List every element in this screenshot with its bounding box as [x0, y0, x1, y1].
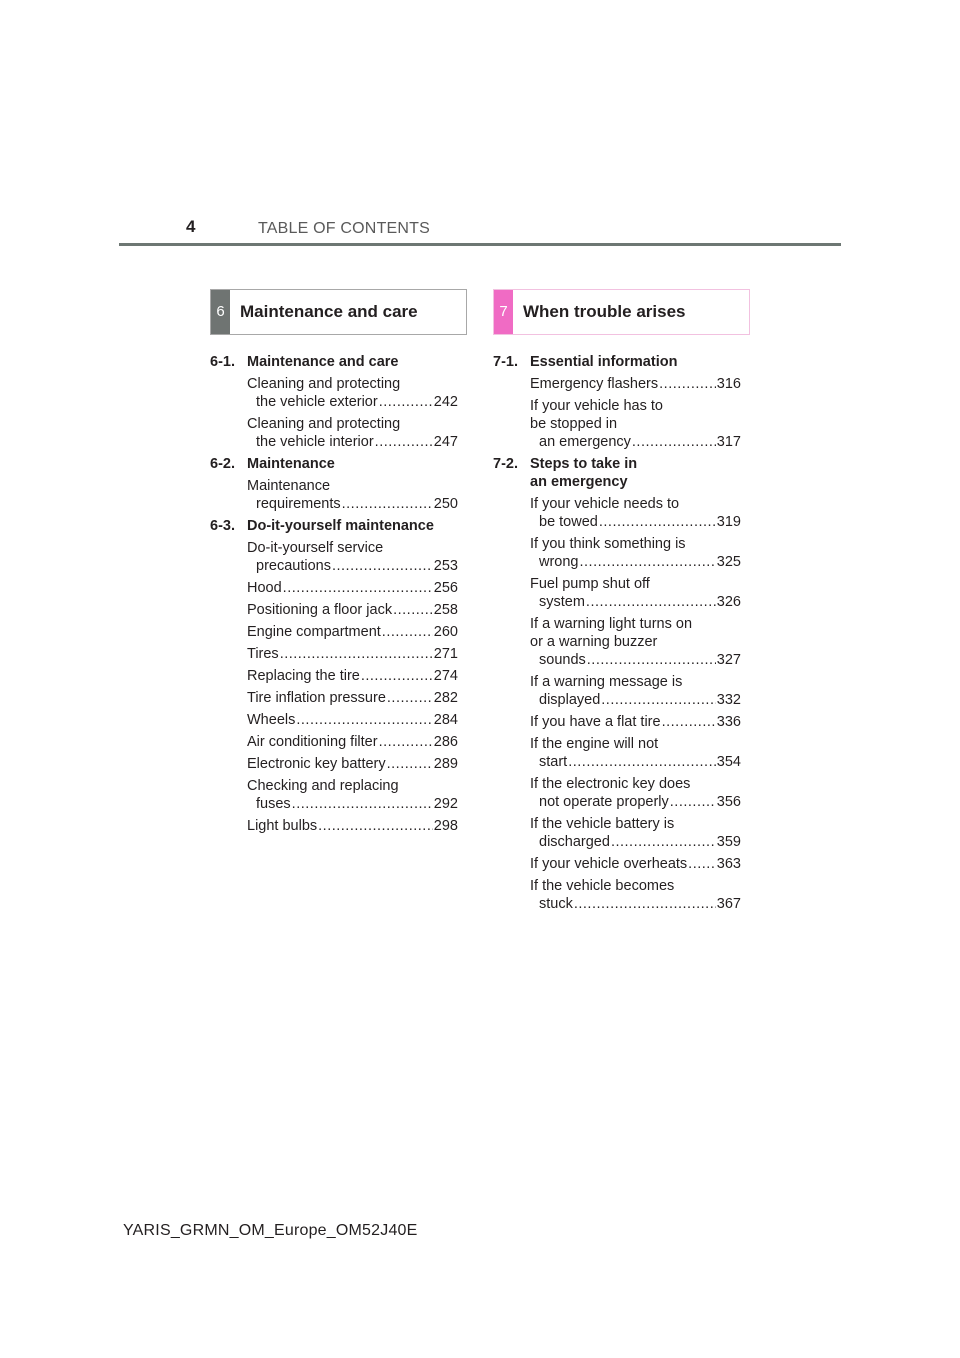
entry-page-number: 286 — [433, 734, 458, 750]
chapter-title: Maintenance — [247, 456, 335, 472]
toc-entry-link[interactable] — [530, 374, 741, 396]
entry-leader-row — [530, 375, 741, 393]
dot-leader — [379, 393, 433, 411]
entry-title-line: be towed — [539, 514, 598, 530]
entry-page-number: 326 — [716, 594, 741, 610]
entry-title-line: If your vehicle overheats — [530, 856, 688, 872]
chapter-number: 7-1. — [493, 354, 518, 370]
dot-leader — [375, 433, 433, 451]
section-title: Maintenance and care — [240, 302, 418, 321]
toc-entry-link[interactable] — [530, 534, 741, 574]
toc-entry-link[interactable] — [530, 614, 741, 672]
entry-title-line: be stopped in — [530, 416, 618, 432]
entry-leader-row — [247, 623, 458, 641]
entry-title-line: fuses — [256, 796, 291, 812]
page-title: TABLE OF CONTENTS — [258, 220, 431, 237]
entry-title-line: discharged — [539, 834, 610, 850]
section-header-6[interactable] — [210, 289, 467, 335]
entry-title-line: Light bulbs — [247, 818, 318, 834]
toc-entry-link[interactable] — [530, 814, 741, 854]
chapter-number: 6-1. — [210, 354, 235, 370]
entry-page-number: 332 — [716, 692, 741, 708]
entry-title-line: If your vehicle needs to — [530, 496, 680, 512]
entry-leader-row — [530, 513, 741, 531]
chapter-title: Maintenance and care — [247, 354, 399, 370]
entry-page-number: 253 — [433, 558, 458, 574]
dot-leader — [318, 817, 433, 835]
dot-leader — [586, 593, 716, 611]
entry-title-line: wrong — [539, 554, 579, 570]
entry-leader-row — [247, 645, 458, 663]
entry-title-line: Maintenance — [247, 478, 331, 494]
entry-page-number: 319 — [716, 514, 741, 530]
entry-title-line: If you have a flat tire — [530, 714, 661, 730]
header-divider — [119, 243, 841, 246]
entry-page-number: 256 — [433, 580, 458, 596]
dot-leader — [688, 855, 716, 873]
chapter-title: Essential information — [530, 354, 678, 370]
toc-entry-link[interactable] — [530, 712, 741, 734]
entry-title-line: Electronic key battery — [247, 756, 386, 772]
dot-leader — [283, 579, 433, 597]
chapter-title-line: Steps to take in — [530, 456, 638, 472]
dot-leader — [292, 795, 433, 813]
section-number-tab: 7 — [494, 290, 513, 334]
dot-leader — [670, 793, 716, 811]
entry-title-line: requirements — [256, 496, 341, 512]
entry-leader-row — [247, 733, 458, 751]
dot-leader — [580, 553, 716, 571]
toc-entry-link[interactable] — [247, 776, 458, 816]
entry-page-number: 356 — [716, 794, 741, 810]
entry-page-number: 316 — [716, 376, 741, 392]
entry-title-line: If you think something is — [530, 536, 686, 552]
entry-title-line: If the electronic key does — [530, 776, 691, 792]
entry-page-number: 367 — [716, 896, 741, 912]
chapter-heading[interactable] — [493, 454, 741, 494]
entry-title-line: Air conditioning filter — [247, 734, 378, 750]
entry-page-number: 327 — [716, 652, 741, 668]
toc-entry-link[interactable] — [247, 816, 458, 838]
entry-page-number: 325 — [716, 554, 741, 570]
entry-leader-row — [247, 601, 458, 619]
chapter-number: 6-3. — [210, 518, 235, 534]
entry-page-number: 363 — [716, 856, 741, 872]
toc-entry-link[interactable] — [530, 396, 741, 454]
entry-leader-row — [247, 755, 458, 773]
toc-entry-link[interactable] — [530, 854, 741, 876]
entry-title-line: the vehicle exterior — [256, 394, 378, 410]
entry-page-number: 242 — [433, 394, 458, 410]
entry-leader-row — [247, 433, 458, 451]
entry-title-line: If the vehicle becomes — [530, 878, 675, 894]
section-header-7[interactable] — [493, 289, 750, 335]
toc-entry-link[interactable] — [247, 414, 458, 454]
entry-leader-row — [530, 793, 741, 811]
dot-leader — [601, 691, 716, 709]
entry-title-line: precautions — [256, 558, 331, 574]
entry-title-line: Wheels — [247, 712, 296, 728]
entry-leader-row — [530, 593, 741, 611]
entry-page-number: 292 — [433, 796, 458, 812]
toc-entry-link[interactable] — [247, 622, 458, 644]
dot-leader — [632, 433, 716, 451]
entry-title-line: an emergency — [539, 434, 631, 450]
entry-title-line: Cleaning and protecting — [247, 416, 401, 432]
entry-title-line: or a warning buzzer — [530, 634, 658, 650]
section-title: When trouble arises — [523, 302, 686, 321]
entry-leader-row — [530, 895, 741, 913]
toc-entry-link[interactable] — [247, 476, 458, 516]
toc-entry-link[interactable] — [530, 774, 741, 814]
entry-title-line: sounds — [539, 652, 586, 668]
dot-leader — [332, 557, 433, 575]
entry-title-line: start — [539, 754, 568, 770]
toc-entry-link[interactable] — [247, 538, 458, 578]
entry-leader-row — [530, 651, 741, 669]
entry-title-line: If the vehicle battery is — [530, 816, 675, 832]
entry-leader-row — [247, 557, 458, 575]
entry-title-line: Do-it-yourself service — [247, 540, 384, 556]
dot-leader — [387, 689, 433, 707]
toc-entry-link[interactable] — [247, 732, 458, 754]
entry-title-line: If a warning message is — [530, 674, 683, 690]
entry-title-line: not operate properly — [539, 794, 669, 810]
toc-entry-link[interactable] — [530, 876, 741, 916]
toc-entry-link[interactable] — [530, 734, 741, 774]
entry-leader-row — [530, 433, 741, 451]
entry-page-number: 317 — [716, 434, 741, 450]
toc-entry-link[interactable] — [530, 494, 741, 534]
entry-page-number: 274 — [433, 668, 458, 684]
toc-entry-link[interactable] — [247, 578, 458, 600]
entry-page-number: 289 — [433, 756, 458, 772]
toc-entry-link[interactable] — [247, 644, 458, 666]
entry-leader-row — [530, 553, 741, 571]
section-number-tab: 6 — [211, 290, 230, 334]
entry-page-number: 284 — [433, 712, 458, 728]
entry-title-line: Tires — [247, 646, 279, 662]
entry-title-line: If a warning light turns on — [530, 616, 693, 632]
toc-entry-link[interactable] — [530, 574, 741, 614]
toc-entry-link[interactable] — [247, 666, 458, 688]
dot-leader — [382, 623, 433, 641]
dot-leader — [361, 667, 433, 685]
dot-leader — [387, 755, 433, 773]
document-code-footer: YARIS_GRMN_OM_Europe_OM52J40E — [123, 1222, 418, 1239]
entry-page-number: 298 — [433, 818, 458, 834]
toc-entry-link[interactable] — [247, 754, 458, 776]
dot-leader — [342, 495, 433, 513]
entry-title-line: If the engine will not — [530, 736, 659, 752]
chapter-title: Do-it-yourself maintenance — [247, 518, 434, 534]
toc-entry-link[interactable] — [247, 600, 458, 622]
dot-leader — [587, 651, 716, 669]
entry-title-line: If your vehicle has to — [530, 398, 663, 414]
toc-column-section-7 — [493, 352, 741, 916]
entry-title-line: stuck — [539, 896, 573, 912]
dot-leader — [568, 753, 716, 771]
chapter-heading[interactable] — [210, 454, 458, 476]
chapter-heading[interactable] — [493, 352, 741, 374]
entry-leader-row — [530, 691, 741, 709]
entry-title-line: Positioning a floor jack — [247, 602, 393, 618]
entry-page-number: 354 — [716, 754, 741, 770]
dot-leader — [379, 733, 433, 751]
toc-column-section-6 — [210, 352, 458, 838]
toc-entry-link[interactable] — [247, 374, 458, 414]
entry-leader-row — [247, 667, 458, 685]
entry-page-number: 260 — [433, 624, 458, 640]
dot-leader — [296, 711, 432, 729]
entry-title-line: Cleaning and protecting — [247, 376, 401, 392]
entry-page-number: 247 — [433, 434, 458, 450]
entry-page-number: 282 — [433, 690, 458, 706]
entry-title-line: Emergency flashers — [530, 376, 659, 392]
entry-leader-row — [247, 393, 458, 411]
entry-title-line: Replacing the tire — [247, 668, 360, 684]
toc-entry-link[interactable] — [247, 688, 458, 710]
entry-page-number: 258 — [433, 602, 458, 618]
toc-entry-link[interactable] — [247, 710, 458, 732]
entry-leader-row — [530, 833, 741, 851]
entry-page-number: 271 — [433, 646, 458, 662]
dot-leader — [280, 645, 433, 663]
entry-leader-row — [530, 753, 741, 771]
chapter-number: 7-2. — [493, 456, 518, 472]
page-number: 4 — [186, 217, 196, 236]
entry-title-line: displayed — [539, 692, 601, 708]
entry-leader-row — [247, 711, 458, 729]
dot-leader — [662, 713, 716, 731]
chapter-heading[interactable] — [210, 352, 458, 374]
entry-title-line: the vehicle interior — [256, 434, 374, 450]
entry-leader-row — [247, 689, 458, 707]
dot-leader — [659, 375, 716, 393]
chapter-title-line: an emergency — [530, 474, 628, 490]
entry-leader-row — [530, 713, 741, 731]
entry-title-line: Hood — [247, 580, 282, 596]
entry-leader-row — [247, 795, 458, 813]
entry-title-line: Tire inflation pressure — [247, 690, 386, 706]
chapter-heading[interactable] — [210, 516, 458, 538]
entry-title-line: Checking and replacing — [247, 778, 399, 794]
entry-title-line: Fuel pump shut off — [530, 576, 650, 592]
entry-page-number: 359 — [716, 834, 741, 850]
dot-leader — [574, 895, 716, 913]
entry-leader-row — [247, 495, 458, 513]
entry-leader-row — [247, 579, 458, 597]
entry-page-number: 336 — [716, 714, 741, 730]
entry-leader-row — [247, 817, 458, 835]
dot-leader — [611, 833, 716, 851]
entry-page-number: 250 — [433, 496, 458, 512]
entry-title-line: system — [539, 594, 585, 610]
toc-entry-link[interactable] — [530, 672, 741, 712]
entry-leader-row — [530, 855, 741, 873]
dot-leader — [599, 513, 716, 531]
chapter-number: 6-2. — [210, 456, 235, 472]
dot-leader — [393, 601, 433, 619]
entry-title-line: Engine compartment — [247, 624, 381, 640]
